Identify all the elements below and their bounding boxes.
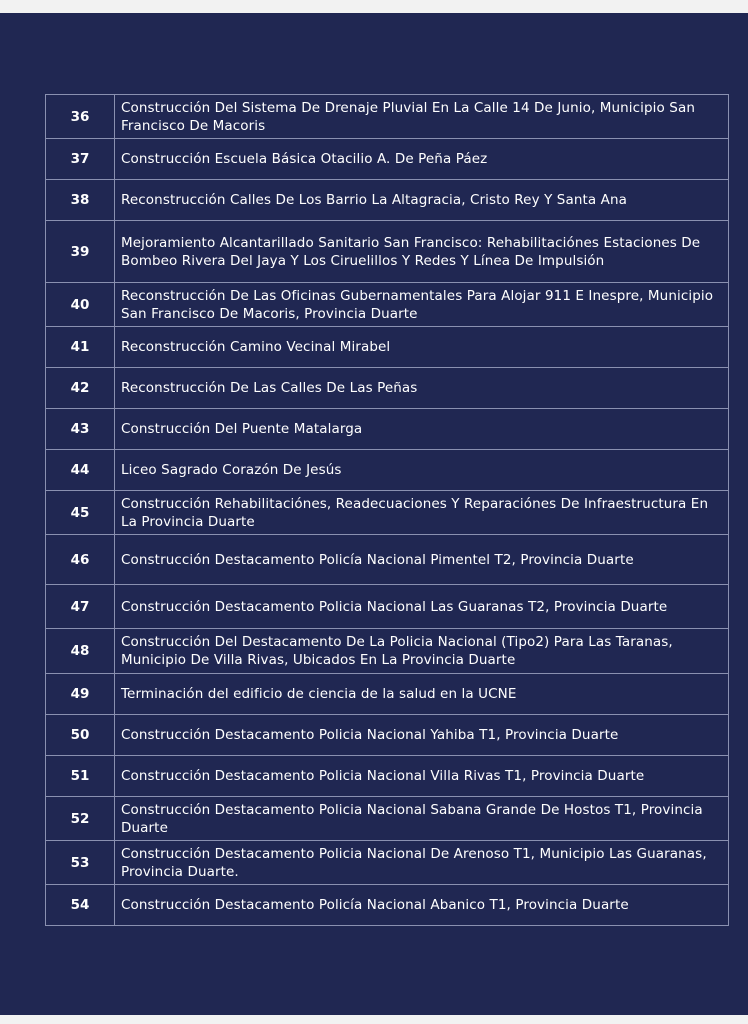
row-number: 38 <box>46 180 115 221</box>
row-description: Reconstrucción De Las Oficinas Gubernamentales Para Alojar 911 E Inespre, Municipio San Francisco De Macoris, Provincia Duarte <box>115 283 729 327</box>
row-description: Construcción Destacamento Policia Nacional Sabana Grande De Hostos T1, Provincia Duarte <box>115 797 729 841</box>
row-number: 36 <box>46 95 115 139</box>
table-row <box>46 491 729 535</box>
row-number: 39 <box>46 221 115 283</box>
projects-table <box>45 94 729 926</box>
table-row <box>46 450 729 491</box>
row-description: Reconstrucción Calles De Los Barrio La Altagracia, Cristo Rey Y Santa Ana <box>115 180 729 221</box>
table-row <box>46 797 729 841</box>
table-row <box>46 139 729 180</box>
row-description: Terminación del edificio de ciencia de la salud en la UCNE <box>115 674 729 715</box>
row-description: Construcción Destacamento Policia Nacional Villa Rivas T1, Provincia Duarte <box>115 756 729 797</box>
row-description: Construcción Destacamento Policia Nacional Yahiba T1, Provincia Duarte <box>115 715 729 756</box>
row-number: 46 <box>46 535 115 585</box>
row-number: 51 <box>46 756 115 797</box>
table-row <box>46 368 729 409</box>
table-row <box>46 756 729 797</box>
row-description: Construcción Destacamento Policía Nacional Abanico T1, Provincia Duarte <box>115 885 729 926</box>
row-description: Mejoramiento Alcantarillado Sanitario San Francisco: Rehabilitaciónes Estaciones De Bombeo Rivera Del Jaya Y Los Ciruelillos Y Redes Y Línea De Impulsión <box>115 221 729 283</box>
row-number: 52 <box>46 797 115 841</box>
table-row <box>46 841 729 885</box>
row-number: 49 <box>46 674 115 715</box>
table-row <box>46 885 729 926</box>
table-row <box>46 629 729 674</box>
row-number: 54 <box>46 885 115 926</box>
table-row <box>46 283 729 327</box>
table-row <box>46 674 729 715</box>
row-number: 41 <box>46 327 115 368</box>
row-number: 42 <box>46 368 115 409</box>
row-number: 53 <box>46 841 115 885</box>
row-number: 43 <box>46 409 115 450</box>
row-number: 37 <box>46 139 115 180</box>
table-row <box>46 180 729 221</box>
row-description: Construcción Destacamento Policia Nacional De Arenoso T1, Municipio Las Guaranas, Provincia Duarte. <box>115 841 729 885</box>
row-description: Reconstrucción Camino Vecinal Mirabel <box>115 327 729 368</box>
table-row <box>46 95 729 139</box>
table-row <box>46 221 729 283</box>
row-description: Construcción Destacamento Policia Nacional Las Guaranas T2, Provincia Duarte <box>115 585 729 629</box>
row-description: Construcción Escuela Básica Otacilio A. De Peña Páez <box>115 139 729 180</box>
table-row <box>46 327 729 368</box>
row-number: 50 <box>46 715 115 756</box>
row-description: Reconstrucción De Las Calles De Las Peñas <box>115 368 729 409</box>
table-row <box>46 409 729 450</box>
table-row <box>46 715 729 756</box>
row-description: Construcción Destacamento Policía Nacional Pimentel T2, Provincia Duarte <box>115 535 729 585</box>
row-description: Construcción Rehabilitaciónes, Readecuaciones Y Reparaciónes De Infraestructura En La Provincia Duarte <box>115 491 729 535</box>
row-description: Liceo Sagrado Corazón De Jesús <box>115 450 729 491</box>
row-description: Construcción Del Sistema De Drenaje Pluvial En La Calle 14 De Junio, Municipio San Francisco De Macoris <box>115 95 729 139</box>
row-number: 47 <box>46 585 115 629</box>
table-row <box>46 535 729 585</box>
row-number: 40 <box>46 283 115 327</box>
row-number: 45 <box>46 491 115 535</box>
row-number: 48 <box>46 629 115 674</box>
document-page <box>0 13 748 1015</box>
row-description: Construcción Del Destacamento De La Policia Nacional (Tipo2) Para Las Taranas, Municipio De Villa Rivas, Ubicados En La Provincia Duarte <box>115 629 729 674</box>
row-number: 44 <box>46 450 115 491</box>
table-row <box>46 585 729 629</box>
row-description: Construcción Del Puente Matalarga <box>115 409 729 450</box>
